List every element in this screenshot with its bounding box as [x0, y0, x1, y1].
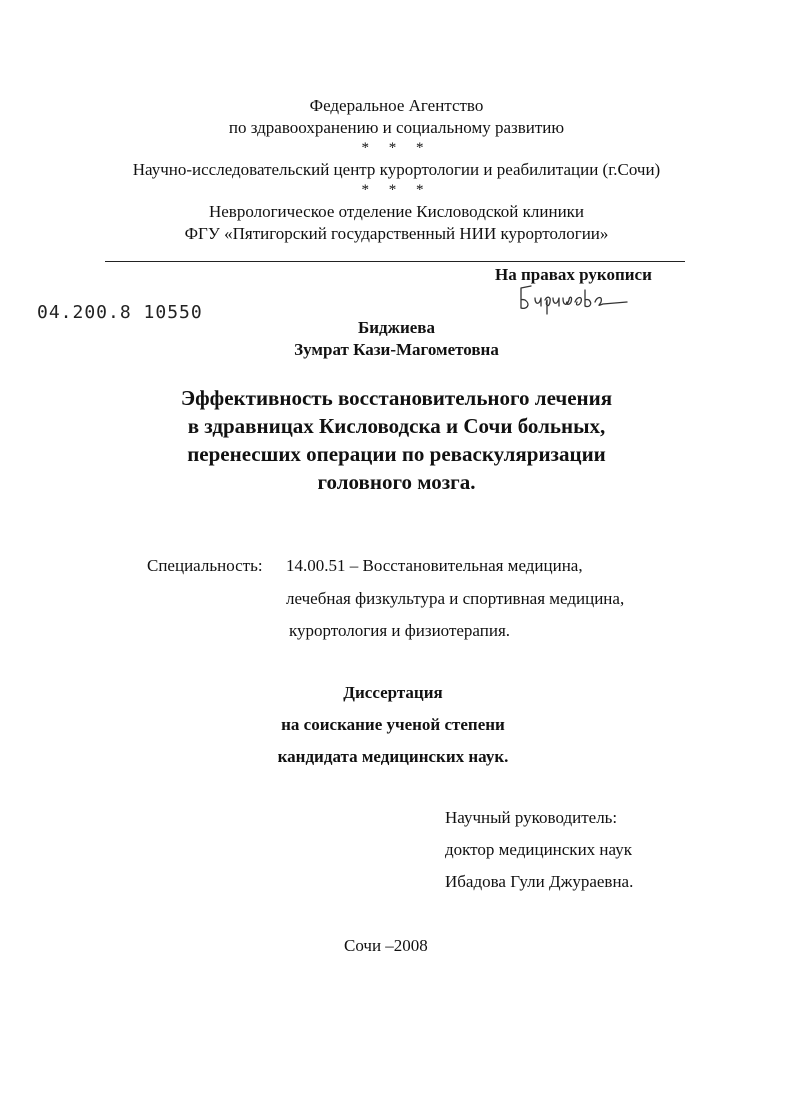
author-surname: Биджиева — [358, 318, 435, 337]
degree-line3: кандидата медицинских наук. — [277, 747, 509, 766]
research-center-name: Научно-исследовательский центр курортологии и реабилитации (г.Сочи) — [132, 160, 661, 179]
author-given-names: Зумрат Кази-Магометовна — [294, 340, 499, 359]
specialty-line1: 14.00.51 – Восстановительная медицина, — [286, 556, 583, 575]
degree-line2: на соискание ученой степени — [281, 715, 505, 734]
header-divider — [105, 261, 685, 262]
manuscript-rights-note: На правах рукописи — [495, 265, 652, 284]
agency-name-line2: по здравоохранению и социальному развитию — [228, 118, 565, 137]
separator-stars: * * * — [361, 140, 432, 156]
separator-stars: * * * — [361, 182, 432, 198]
thesis-title-line3: перенесших операции по реваскуляризации — [187, 442, 606, 466]
degree-line1: Диссертация — [343, 683, 443, 702]
thesis-title-line4: головного мозга. — [317, 470, 476, 494]
advisor-label: Научный руководитель: — [445, 808, 618, 827]
specialty-line3: курортология и физиотерапия. — [289, 621, 511, 640]
department-name-line1: Неврологическое отделение Кисловодской клиники — [208, 202, 585, 221]
registration-number: 04.200.8 10550 — [37, 302, 203, 323]
advisor-degree: доктор медицинских наук — [445, 840, 632, 859]
specialty-line2: лечебная физкультура и спортивная медицина, — [286, 589, 625, 608]
agency-name-line1: Федеральное Агентство — [309, 96, 484, 115]
place-year: Сочи –2008 — [344, 936, 428, 955]
specialty-label: Специальность: — [147, 556, 263, 575]
department-name-line2: ФГУ «Пятигорский государственный НИИ курортологии» — [184, 224, 609, 243]
thesis-title-line2: в здравницах Кисловодска и Сочи больных, — [187, 414, 606, 438]
advisor-name: Ибадова Гули Джураевна. — [445, 872, 634, 891]
thesis-title-line1: Эффективность восстановительного лечения — [180, 386, 613, 410]
